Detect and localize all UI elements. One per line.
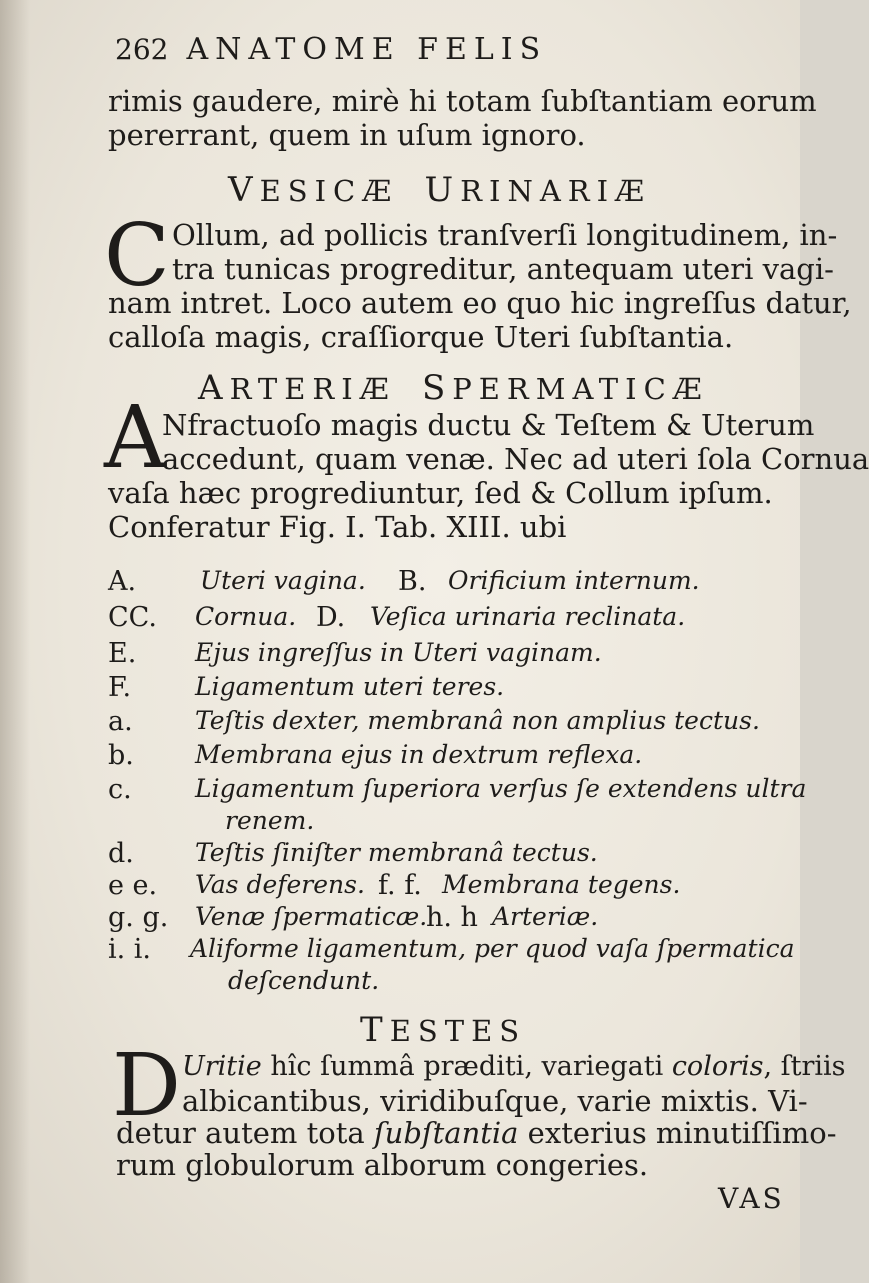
legend-desc: Teſtis dexter, membranâ non amplius tectus. [195,706,760,735]
text-line: rimis gaudere, mirè hi totam ſubſtantiam eorum [108,84,817,118]
legend-key: b. [108,740,134,771]
text-line: Ollum, ad pollicis tranſverſi longitudinem, in- [172,218,838,252]
legend-desc: Membrana ejus in dextrum reflexa. [195,740,643,769]
legend-desc: Veſica urinaria reclinata. [370,602,686,631]
text-line: rum globulorum alborum congeries. [116,1148,649,1182]
legend-key: g. g. [108,902,169,933]
legend-desc: Aliforme ligamentum, per quod vaſa ſpermatica [190,934,795,963]
text-line: tra tunicas progreditur, antequam uteri vagi- [172,252,834,286]
legend-desc: Membrana tegens. [442,870,681,899]
legend-key: d. [108,838,134,869]
text-line: Nfractuoſo magis ductu & Teſtem & Uterum [162,408,815,442]
catchword: VAS [718,1182,785,1215]
text-line: albicantibus, viridibuſque, varie mixtis. Vi- [182,1084,808,1118]
running-header [115,32,547,67]
legend-desc: Ejus ingreſſus in Uteri vaginam. [195,638,602,667]
legend-key: f. f. [378,870,422,901]
legend-key: c. [108,774,132,805]
running-title: ANATOME FELIS [186,32,548,67]
legend-key: B. [398,566,427,597]
section-heading-arteriae: ARTERIÆ SPERMATICÆ [198,368,709,408]
text-line: detur autem tota ſubſtantia exterius minutiſſimo- [116,1116,837,1150]
legend-desc: Orificium internum. [448,566,700,595]
section-heading-testes: TESTES [360,1010,527,1050]
section-heading-vesicae: VESICÆ URINARIÆ [228,170,652,210]
legend-key: h. h [426,902,478,933]
drop-cap: C [104,206,170,306]
page-gutter-shadow [0,0,30,1283]
legend-key: e e. [108,870,158,901]
legend-desc-cont: renem. [225,806,315,835]
legend-desc: Arteriæ. [492,902,599,931]
legend-desc: Cornua. [195,602,297,631]
text-line: Conferatur Fig. I. Tab. XIII. ubi [108,510,567,544]
text-line: vaſa hæc progrediuntur, ſed & Collum ipſum. [108,476,773,510]
legend-desc: Ligamentum uteri teres. [195,672,505,701]
legend-key: E. [108,638,137,669]
legend-desc: Vas deferens. [195,870,365,899]
legend-key: A. [108,566,137,597]
text-line: pererrant, quem in uſum ignoro. [108,118,586,152]
legend-desc: Teſtis ſiniſter membranâ tectus. [195,838,598,867]
text-line: calloſa magis, craſſiorque Uteri ſubſtantia. [108,320,734,354]
legend-desc-cont: deſcendunt. [228,966,380,995]
legend-key: a. [108,706,133,737]
text-line: nam intret. Loco autem eo quo hic ingreſſus datur, [108,286,852,320]
legend-key: CC. [108,602,157,633]
legend-key: D. [316,602,346,633]
page-number: 262 [115,33,169,66]
legend-key: F. [108,672,132,703]
drop-cap: D [112,1036,181,1136]
text-line: Uritie hîc ſummâ præditi, variegati coloris, ſtriis [182,1051,846,1082]
legend-desc: Venæ ſpermaticæ. [195,902,428,931]
legend-desc: Uteri vagina. [200,566,366,595]
legend-desc: Ligamentum ſuperiora verſus ſe extendens ultra [195,774,807,803]
drop-cap: A [104,388,167,488]
text-line: accedunt, quam venæ. Nec ad uteri ſola Cornua [162,442,869,476]
legend-key: i. i. [108,934,152,965]
